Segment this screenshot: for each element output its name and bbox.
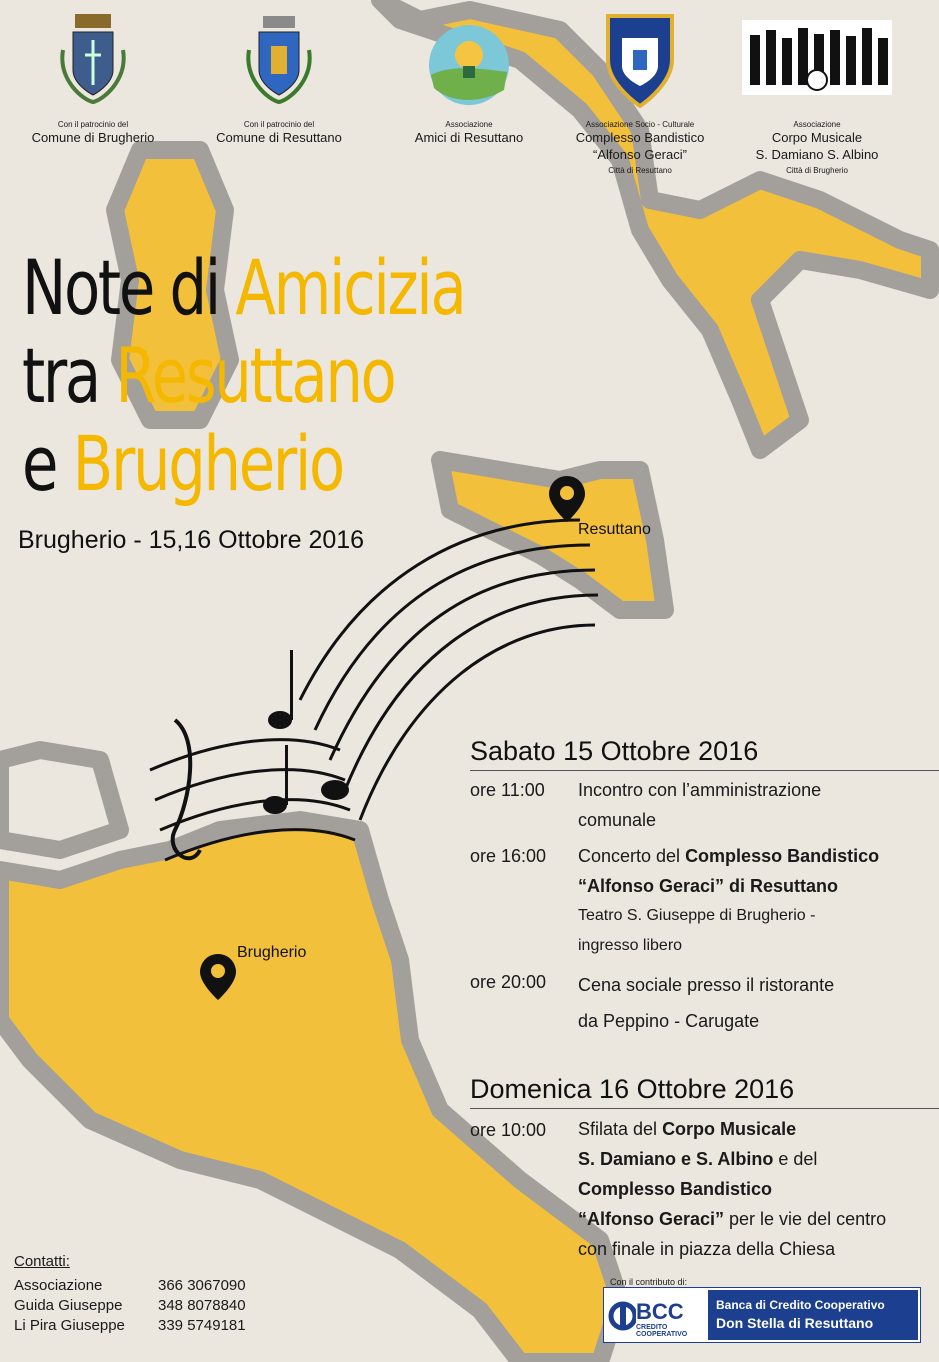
sponsor-pre-label: Associazione [793, 120, 841, 129]
contact-row [14, 1296, 246, 1316]
sponsor-amici-resuttano [394, 10, 544, 146]
event-description [578, 967, 938, 1039]
title-line-1 [22, 243, 465, 332]
resuttano-coat-of-arms-icon [229, 10, 329, 110]
event-line: con finale in piazza della Chiesa [578, 1239, 836, 1259]
day2-divider [470, 1108, 939, 1109]
contributor-caption: Con il contributo di: [610, 1277, 688, 1287]
sponsor-name-line2: “Alfonso Geraci” [593, 147, 687, 162]
resuttano-pin-label: Resuttano [578, 521, 651, 538]
title-plain: e [22, 419, 73, 508]
event-time: ore 16:00 [470, 846, 547, 866]
event-description [578, 775, 938, 835]
event-line-bold: “Alfonso Geraci” [578, 876, 725, 896]
event-line: da Peppino - Carugate [578, 1011, 760, 1031]
bcc-emblem-icon [606, 1290, 636, 1340]
sponsor-name: Comune di Resuttano [216, 130, 342, 145]
contacts-heading: Contatti: [14, 1253, 70, 1270]
day1-divider [470, 770, 939, 771]
event-line: Concerto del [578, 846, 686, 866]
sponsor-city: Città di Resuttano [608, 166, 672, 175]
sponsor-name-line2: S. Damiano S. Albino [755, 147, 879, 162]
bcc-brand-block [606, 1290, 706, 1340]
sponsor-pre-label: Con il patrocinio del [243, 120, 315, 129]
title-line-2 [22, 331, 395, 420]
title-accent: Amicizia [235, 243, 465, 332]
event-time: ore 10:00 [470, 1120, 547, 1140]
event-line: Cena sociale presso il ristorante [578, 975, 835, 995]
day2-heading: Domenica 16 Ottobre 2016 [470, 1074, 795, 1104]
event-time: ore 11:00 [470, 780, 545, 800]
event-line-bold: Complesso Bandistico [685, 846, 880, 866]
sponsor-name: Amici di Resuttano [414, 130, 524, 145]
event-line: e del [773, 1149, 818, 1169]
event-line-bold: Complesso Bandistico [578, 1179, 773, 1199]
contact-name: Associazione [14, 1277, 103, 1294]
title-plain: Note di [22, 243, 236, 332]
title-plain: tra [22, 331, 116, 420]
sponsor-name: Complesso Bandistico [575, 130, 705, 145]
sponsor-name: Comune di Brugherio [31, 130, 155, 145]
bcc-name-block [708, 1290, 918, 1340]
marching-band-photo-icon [742, 10, 892, 110]
sponsor-brugherio [18, 10, 168, 146]
event-line: comunale [578, 810, 657, 830]
event-line-bold: Corpo Musicale [662, 1119, 797, 1139]
event-dates-subtitle: Brugherio - 15,16 Ottobre 2016 [18, 526, 365, 554]
event-description [578, 1114, 938, 1264]
event-line: per le vie del centro [724, 1209, 887, 1229]
sponsor-resuttano [204, 10, 354, 146]
event-line: Sfilata del [578, 1119, 663, 1139]
sponsor-pre-label: Con il patrocinio del [57, 120, 129, 129]
event-line-bold: di Resuttano [724, 876, 839, 896]
west-coast-shape [0, 750, 120, 850]
event-line: Incontro con l’amministrazione [578, 780, 822, 800]
bank-name-line2: Don Stella di Resuttano [716, 1315, 874, 1331]
day1-heading: Sabato 15 Ottobre 2016 [470, 736, 759, 766]
contact-name: Guida Giuseppe [14, 1297, 123, 1314]
contact-phone[interactable]: 366 3067090 [158, 1277, 246, 1294]
brugherio-coat-of-arms-icon [43, 10, 143, 110]
event-line: ingresso libero [578, 937, 683, 954]
amici-resuttano-logo-icon [419, 10, 519, 110]
bank-name-line1: Banca di Credito Cooperativo [716, 1298, 885, 1312]
sponsor-city: Città di Brugherio [786, 166, 848, 175]
contact-row [14, 1276, 246, 1296]
title-line-3 [22, 419, 343, 508]
contacts-block [14, 1252, 246, 1336]
sponsor-pre-label: Associazione [445, 120, 493, 129]
contact-row [14, 1316, 246, 1336]
contact-phone[interactable]: 348 8078840 [158, 1297, 246, 1314]
title-accent: Brugherio [72, 419, 343, 508]
music-staff-arc [150, 520, 598, 860]
sponsor-complesso-bandistico [565, 10, 715, 175]
sponsor-name: Corpo Musicale [771, 130, 863, 145]
event-line-bold: “Alfonso Geraci” [578, 1209, 725, 1229]
title-accent: Resuttano [115, 331, 395, 420]
contact-name: Li Pira Giuseppe [14, 1317, 125, 1334]
sponsor-pre-label: Associazione Socio - Culturale [585, 120, 695, 129]
brugherio-pin-label: Brugherio [237, 944, 307, 961]
bcc-bank-logo [603, 1287, 921, 1343]
event-line: Teatro S. Giuseppe di Brugherio - [578, 907, 816, 924]
event-description [578, 841, 938, 961]
bcc-brand-text: BCC [636, 1299, 684, 1324]
event-time: ore 20:00 [470, 972, 547, 992]
event-line-bold: S. Damiano e S. Albino [578, 1149, 774, 1169]
contact-phone[interactable]: 339 5749181 [158, 1317, 246, 1334]
bcc-brand-subtext: CREDITO COOPERATIVO [636, 1324, 688, 1338]
band-shield-logo-icon [590, 10, 690, 110]
sponsor-corpo-musicale [742, 10, 892, 175]
